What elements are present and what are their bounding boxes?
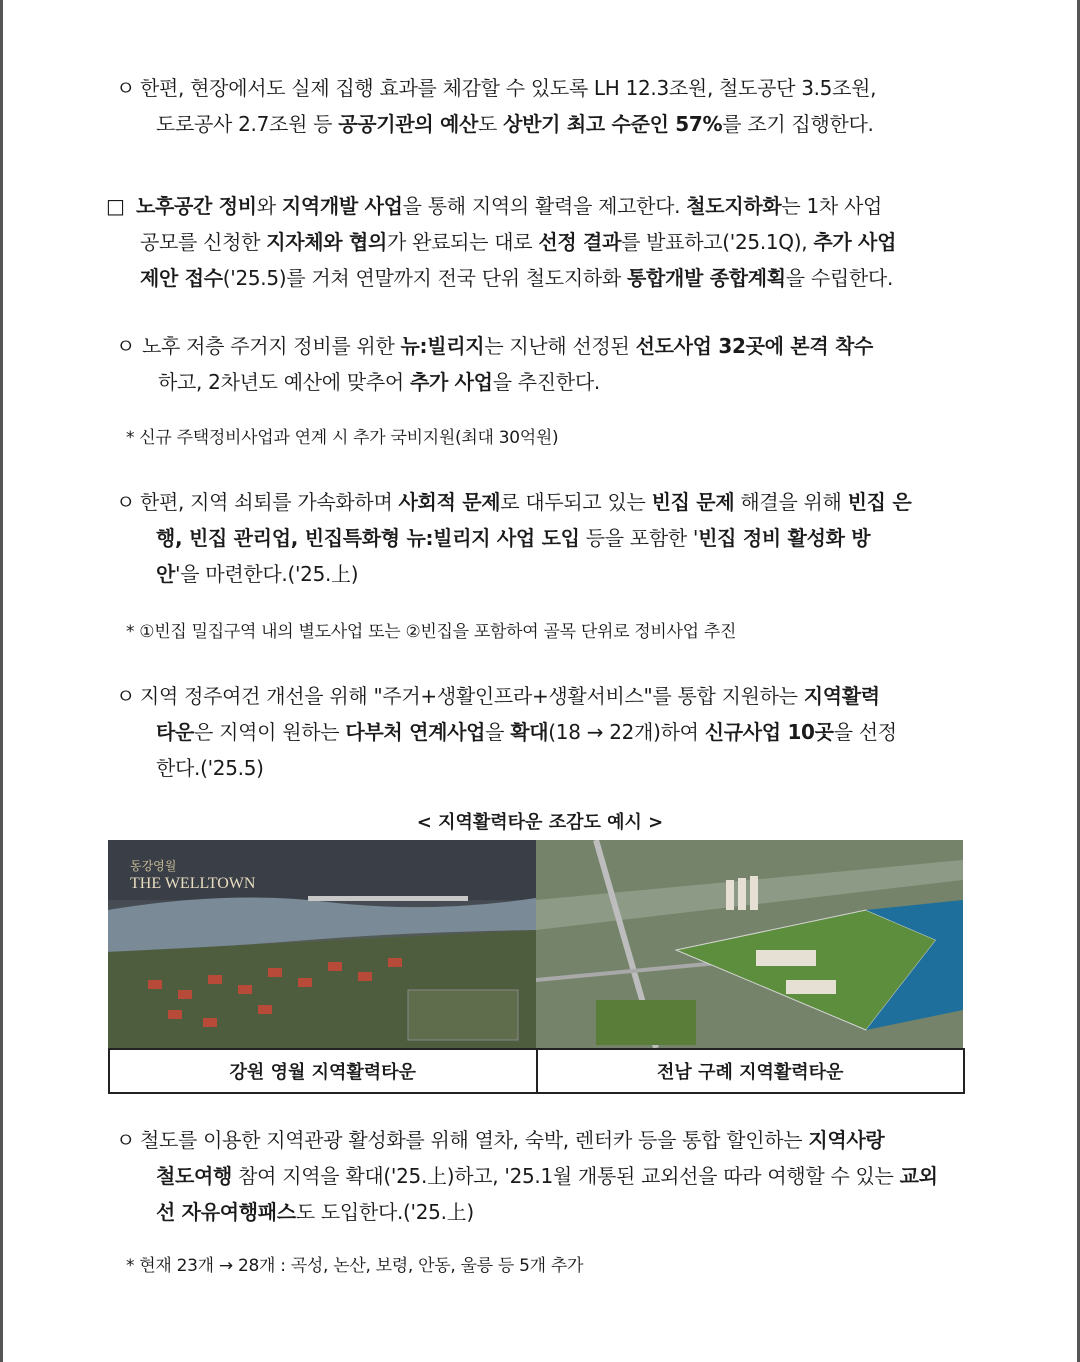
text-line: 제안 접수('25.5)를 거쳐 연말까지 전국 단위 철도지하화 통합개발 종합계획을 수립한다.	[140, 266, 893, 290]
text-line: 행, 빈집 관리업, 빈집특화형 뉴:빌리지 사업 도입 등을 포함한 '빈집 정비 활성화 방	[156, 526, 871, 550]
text-line: 하고, 2차년도 예산에 맞추어 추가 사업을 추진한다.	[158, 370, 600, 394]
text-line: 도로공사 2.7조원 등 공공기관의 예산도 상반기 최고 수준인 57%를 조기 집행한다.	[156, 112, 874, 136]
footnote: * 현재 23개 → 28개 : 곡성, 논산, 보령, 안동, 울릉 등 5개 추가	[126, 1256, 584, 1276]
paragraph-vitality-town	[140, 678, 980, 786]
caption-yeongwol: 강원 영월 지역활력타운	[229, 1062, 416, 1083]
aerial-image-yeongwol	[108, 840, 536, 1048]
figure-caption: < 지역활력타운 조감도 예시 >	[416, 812, 664, 833]
aerial-image-gurye	[536, 840, 963, 1048]
paragraph-vacant-house	[140, 484, 980, 592]
text-line: 안'을 마련한다.('25.上)	[156, 562, 359, 586]
figure-vitality-town	[108, 840, 963, 1092]
text-line: 노후공간 정비와 지역개발 사업을 통해 지역의 활력을 제고한다. 철도지하화는 1차 사업	[136, 194, 883, 218]
section-box-marker: □	[106, 194, 125, 218]
text-line: 노후 저층 주거지 정비를 위한 뉴:빌리지는 지난해 선정된 선도사업 32곳에 본격 착수	[142, 334, 874, 358]
page-border-left	[0, 0, 3, 1362]
bullet-marker: ㅇ	[116, 1128, 136, 1152]
caption-gurye: 전남 구례 지역활력타운	[536, 1050, 964, 1092]
text-line: 공모를 신청한 지자체와 협의가 완료되는 대로 선정 결과를 발표하고('25.1Q), 추가 사업	[140, 230, 897, 254]
text-line: 타운은 지역이 원하는 다부처 연계사업을 확대(18 → 22개)하여 신규사업 10곳을 선정	[156, 720, 897, 744]
yeongwol-img-brand: THE WELLTOWN	[130, 875, 256, 892]
figure-caption-row	[108, 1048, 965, 1094]
footnote: * 신규 주택정비사업과 연계 시 추가 국비지원(최대 30억원)	[126, 428, 559, 448]
paragraph-rail-tourism	[140, 1122, 980, 1230]
paragraph-regional-development	[136, 188, 980, 296]
text-line: 한편, 현장에서도 실제 집행 효과를 체감할 수 있도록 LH 12.3조원, 철도공단 3.5조원,	[140, 76, 877, 100]
bullet-marker: ㅇ	[116, 490, 136, 514]
gurye-illustration	[536, 840, 963, 1048]
yeongwol-img-title: 동강영월	[130, 859, 177, 873]
footnote: * ①빈집 밀집구역 내의 별도사업 또는 ②빈집을 포함하여 골목 단위로 정비사업 추진	[126, 622, 737, 642]
text-line: 지역 정주여건 개선을 위해 "주거+생활인프라+생활서비스"를 통합 지원하는 지역활력	[140, 684, 880, 708]
paragraph-new-village	[142, 328, 980, 400]
yeongwol-illustration	[108, 840, 536, 1048]
text-line: 한다.('25.5)	[156, 756, 264, 780]
bullet-marker: ㅇ	[116, 684, 136, 708]
bullet-marker: ㅇ	[116, 334, 136, 358]
paragraph-budget	[140, 70, 980, 142]
bullet-marker: ㅇ	[116, 76, 136, 100]
text-line: 철도를 이용한 지역관광 활성화를 위해 열차, 숙박, 렌터카 등을 통합 할인하는 지역사랑	[140, 1128, 885, 1152]
text-line: 선 자유여행패스도 도입한다.('25.上)	[156, 1200, 474, 1224]
text-line: 철도여행 참여 지역을 확대('25.上)하고, '25.1월 개통된 교외선을 따라 여행할 수 있는 교외	[156, 1164, 938, 1188]
text-line: 한편, 지역 쇠퇴를 가속화하며 사회적 문제로 대두되고 있는 빈집 문제 해결을 위해 빈집 은	[140, 490, 912, 514]
